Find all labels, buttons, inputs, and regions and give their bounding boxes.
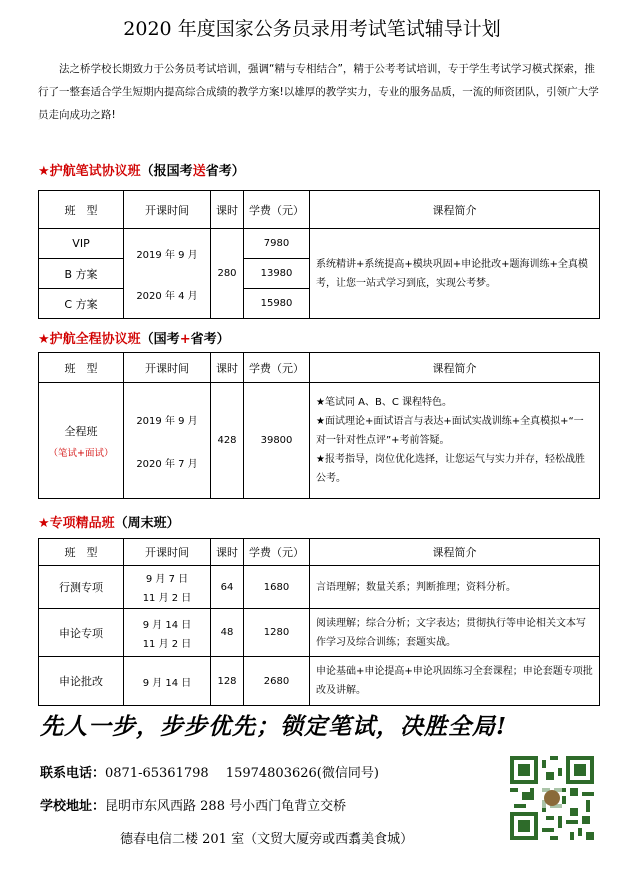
contact-address: 学校地址：昆明市东风西路 288 号小西门龟背立交桥 xyxy=(40,799,347,814)
section-heading-full-class: ★护航全程协议班（国考+省考） xyxy=(38,332,230,347)
header-type: 班 型 xyxy=(39,191,124,229)
section-name: 护航笔试协议班 xyxy=(49,164,141,179)
slogan: 先人一步，步步优先；锁定笔试，决胜全局! xyxy=(40,713,508,740)
table-written-class xyxy=(38,190,600,319)
table-row: C 方案 15980 xyxy=(39,289,600,319)
table-special-class: 班 型 开课时间 课时 学费（元） 课程简介 行测专项 9 月 7 日 11 月 2 日 64 1680 言语理解；数量关系；判断推理；资料分析。 申论专项 9 月 14 日 11 月 2 日 48 1280 阅读理解；综合分析；文字表达；贯彻执行等申论相关文本写作学习及综合训练；套题实战。 申论批改 9 月 14 日 128 2680 申论基础+申论提高+申论巩固练习全套课程；申论套题专项批改及讲解。 xyxy=(38,538,600,706)
page-title: 2020 年度国家公务员录用考试笔试辅导计划 xyxy=(123,18,501,40)
section-heading-written-class: ★护航笔试协议班（报国考送省考） xyxy=(38,164,245,179)
star-icon: ★ xyxy=(38,516,50,531)
contact-address-line-2 xyxy=(120,828,413,847)
contact-phone: 联系电话：0871-65361798 15974803626(微信同号) xyxy=(40,766,379,781)
section-name: 护航全程协议班 xyxy=(49,332,141,347)
course-intro: 系统精讲+系统提高+模块巩固+申论批改+题海训练+全真模考，让您一站式学习到底，实现公考梦。 xyxy=(310,229,600,319)
header-start: 开课时间 xyxy=(124,191,211,229)
star-icon: ★ xyxy=(38,332,50,347)
intro-paragraph: 法之桥学校长期致力于公务员考试培训，强调“精与专相结合”，精于公考考试培训，专于学生考试学习模式探索，推行了一整套适合学生短期内提高综合成绩的教学方案!以雄厚的教学实力，专业的服务品质，一流的师资团队，引领广大学员走向成功之路! xyxy=(38,63,599,121)
course-intro: ★笔试同 A、B、C 课程特色。 ★面试理论+面试语言与表达+面试实战训练+全真模拟+“一对一针对性点评”+考前答疑。 ★报考指导，岗位优化选择，让您运气与实力并存，轻松战胜公考。 xyxy=(310,383,600,499)
section-heading-special-class: ★专项精品班（周末班） xyxy=(38,516,180,531)
table-row: 申论专项 9 月 14 日 11 月 2 日 48 1280 阅读理解；综合分析；文字表达；贯彻执行等申论相关文本写作学习及综合训练；套题实战。 xyxy=(39,609,600,657)
table-row: B 方案 13980 xyxy=(39,259,600,289)
start-dates: 2019 年 9 月 2020 年 4 月 xyxy=(124,229,211,319)
table-row: 全程班 （笔试+面试） 2019 年 9 月 2020 年 7 月 428 39800 ★笔试同 A、B、C 课程特色。 ★面试理论+面试语言与表达+面试实战训练+全真模拟+“一对一针对性点评”+考前答疑。 ★报考指导，岗位优化选择，让您运气与实力并存，轻松战胜公考。 xyxy=(39,383,600,499)
qr-code-icon xyxy=(510,756,594,840)
table-row: VIP 2019 年 9 月 2020 年 4 月 280 7980 系统精讲+系统提高+模块巩固+申论批改+题海训练+全真模考，让您一站式学习到底，实现公考梦。 xyxy=(39,229,600,259)
section-name: 专项精品班 xyxy=(49,516,115,531)
header-fee: 学费（元） xyxy=(244,191,310,229)
address-line-2: 德春电信二楼 201 室（文贸大厦旁或西翥美食城） xyxy=(120,832,414,847)
table-row: 申论批改 9 月 14 日 128 2680 申论基础+申论提高+申论巩固练习全套课程；申论套题专项批改及讲解。 xyxy=(39,657,600,706)
header-intro: 课程简介 xyxy=(310,191,600,229)
address-line-1: 昆明市东风西路 288 号小西门龟背立交桥 xyxy=(105,799,347,814)
table-full-class: 班 型 开课时间 课时 学费（元） 课程简介 全程班 （笔试+面试） 2019 年 9 月 2020 年 7 月 428 39800 ★笔试同 A、B、C 课程特色。 ★面试理论+面试语言与表达+面试实战训练+全真模拟+“一对一针对性点评”+考前答疑。 ★报考指导，岗位优化选择，让您运气与实力并存，轻松战胜公考。 xyxy=(38,352,600,499)
table-row: 行测专项 9 月 7 日 11 月 2 日 64 1680 言语理解；数量关系；判断推理；资料分析。 xyxy=(39,566,600,609)
star-icon: ★ xyxy=(38,164,50,179)
header-hours: 课时 xyxy=(211,191,244,229)
phone-number: 0871-65361798 15974803626(微信同号) xyxy=(105,766,379,781)
